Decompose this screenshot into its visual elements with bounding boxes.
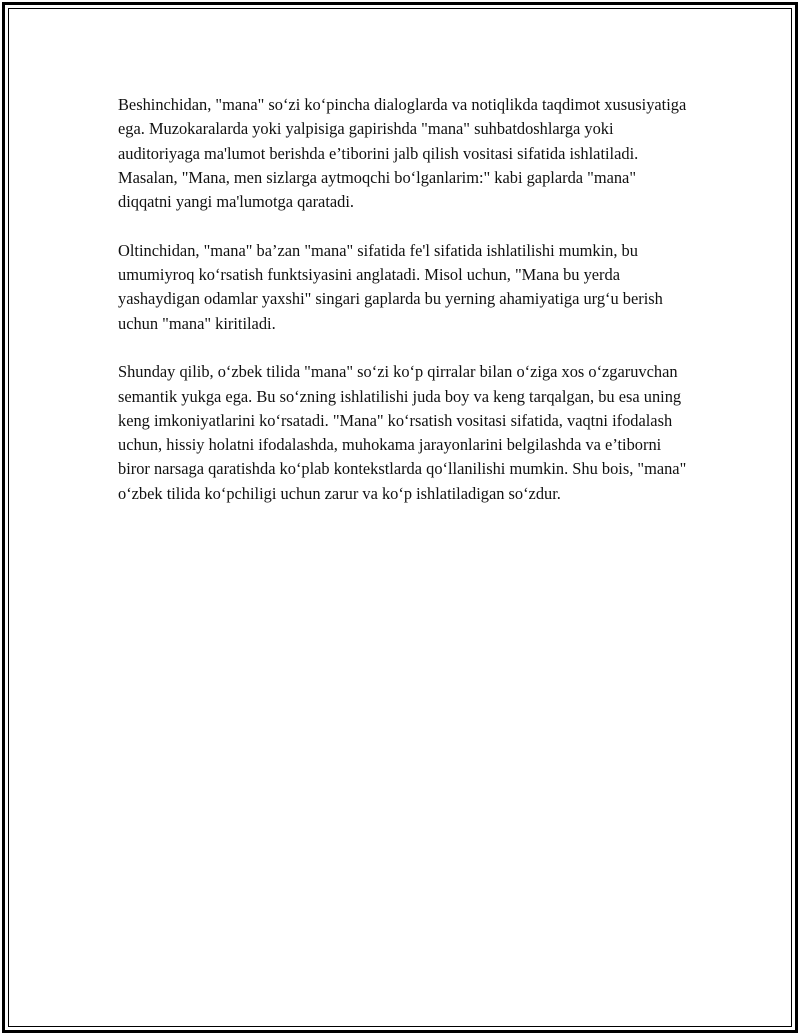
document-body xyxy=(118,93,690,530)
paragraph-oltinchidan: Oltinchidan, "mana" ba’zan "mana" sifatida fe'l sifatida ishlatilishi mumkin, bu umumiyroq ko‘rsatish funktsiyasini anglatadi. Misol uchun, "Mana bu yerda yashaydigan odamlar yaxshi" singari gaplarda bu yerning ahamiyatiga urg‘u berish uchun "mana" kiritiladi. xyxy=(118,240,663,333)
paragraph-conclusion: Shunday qilib, o‘zbek tilida "mana" so‘zi ko‘p qirralar bilan o‘ziga xos o‘zgaruvchan semantik yukga ega. Bu so‘zning ishlatilishi juda boy va keng tarqalgan, bu esa uning keng imkoniyatlarini ko‘rsatadi. "Mana" ko‘rsatish vositasi sifatida, vaqtni ifodalash uchun, hissiy holatni ifodalashda, muhokama jarayonlarini belgilashda va e’tiborni biror narsaga qaratishda ko‘plab kontekstlarda qo‘llanilishi mumkin. Shu bois, "mana" o‘zbek tilida ko‘pchiligi uchun zarur va ko‘p ishlatiladigan so‘zdur. xyxy=(118,362,687,503)
paragraph-beshinchidan: Beshinchidan, "mana" so‘zi ko‘pincha dialoglarda va notiqlikda taqdimot xususiyatiga ega. Muzokaralarda yoki yalpisiga gapirishda "mana" suhbatdoshlarga yoki auditoriyaga ma'lumot berishda e’tiborini jalb qilish vositasi sifatida ishlatiladi. Masalan, "Mana, men sizlarga aytmoqchi bo‘lganlarim:" kabi gaplarda "mana" diqqatni yangi ma'lumotga qaratadi. xyxy=(118,95,687,212)
